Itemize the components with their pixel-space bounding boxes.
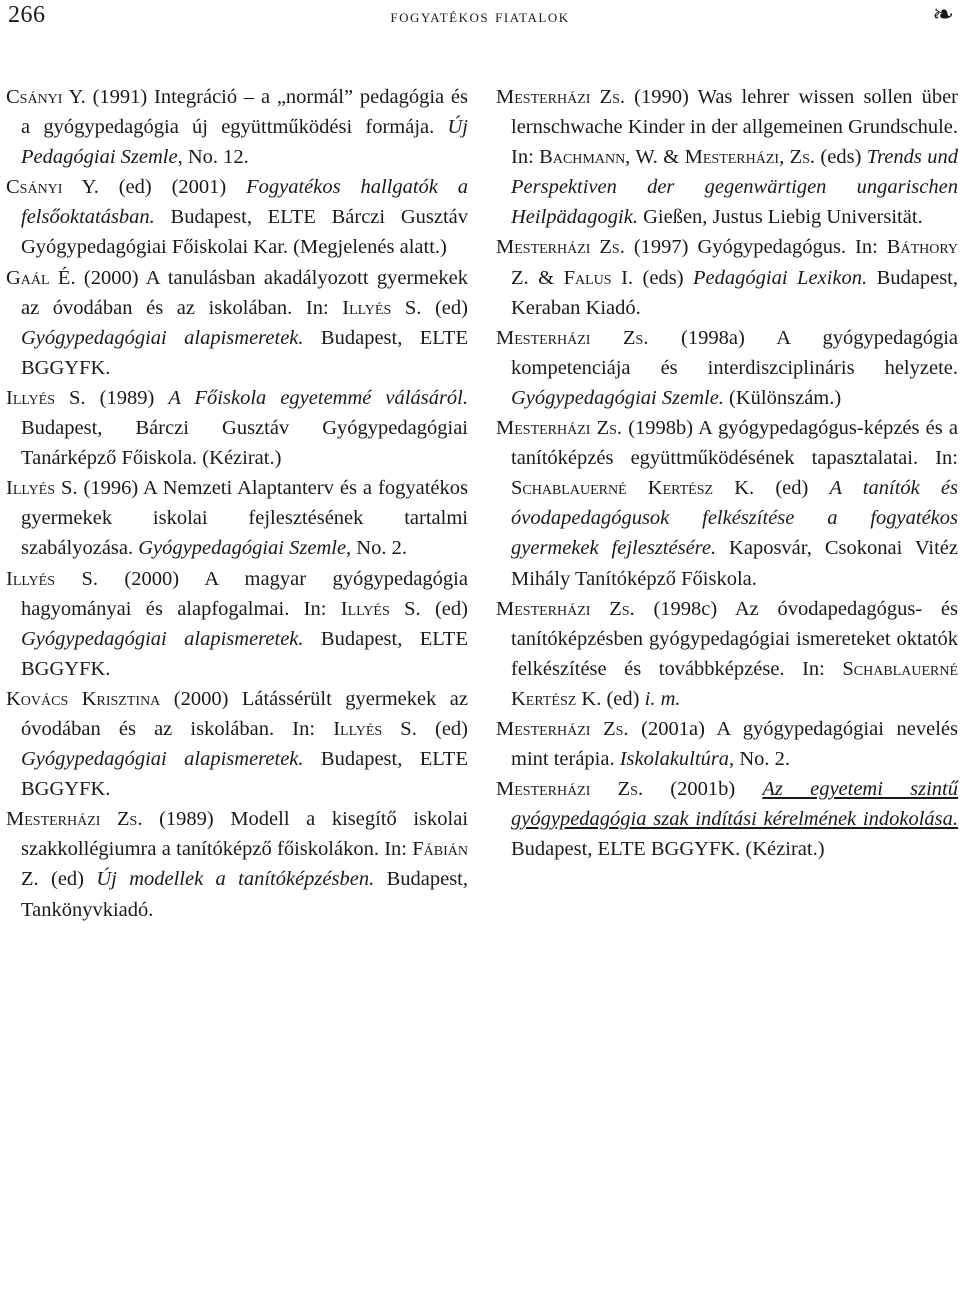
- reference-title: A Főiskola egyetemmé válásáról.: [168, 386, 468, 409]
- reference-entry: [496, 774, 958, 864]
- reference-text: (2001a) A gyógypedagógiai nevelés mint terápia.: [511, 717, 959, 771]
- reference-author: Csányi Y.: [6, 86, 86, 108]
- reference-text: (Különszám.): [723, 386, 842, 409]
- running-head: [0, 0, 960, 40]
- reference-author: Mesterházi Zs.: [496, 417, 623, 440]
- reference-text: (1991) Integráció – a „normál” pedagógia és a gyógypedagógia új együttműködési formája.: [21, 86, 468, 139]
- reference-text: Kaposvár, Csokonai Vitéz Mihály Tanítóképző Főiskola.: [511, 537, 958, 590]
- reference-title: Az egyetemi szintű gyógypedagógia szak indítási kérelmének indokolása.: [511, 778, 958, 831]
- reference-text: (1998b) A gyógypedagógus-képzés és a tanítóképzés együttműködésének tapasztalatai. In:: [511, 417, 959, 470]
- reference-title: Gyógypedagógiai Szemle.: [511, 386, 724, 409]
- reference-entry: [6, 684, 468, 804]
- reference-author: Illyés S.: [340, 597, 421, 620]
- reference-text: (ed) (2001): [98, 176, 247, 199]
- reference-text: (eds): [815, 146, 867, 169]
- reference-entry: [6, 473, 468, 563]
- reference-text: (1990) Was lehrer wissen sollen über lernschwache Kinder in der allgemeinen Grundschule. In:: [511, 86, 959, 169]
- reference-text: (ed): [416, 717, 468, 740]
- reference-entry: [6, 564, 468, 684]
- reference-text: (1989) Modell a kisegítő iskolai szakkollégiumra a tanítóképző főiskolákon. In:: [21, 808, 469, 861]
- right-column: [496, 82, 958, 864]
- reference-title: Fogyatékos hallgatók a felsőoktatásban.: [21, 176, 468, 229]
- reference-text: Budapest, ELTE BGGYFK.: [21, 326, 468, 379]
- reference-title: Trends und Perspektiven der gegenwärtigen ungarischen Heilpädagogik.: [511, 146, 958, 229]
- reference-author: Schablauerné Kertész K.: [511, 657, 958, 710]
- reference-author: Bachmann, W. & Mesterházi, Zs.: [539, 146, 816, 169]
- reference-author: Illyés S.: [6, 567, 98, 590]
- reference-title: Iskolakultúra,: [619, 748, 735, 771]
- reference-entry: [496, 413, 958, 594]
- reference-entry: [6, 383, 468, 473]
- reference-author: Báthory Z. & Falus I.: [511, 236, 959, 289]
- reference-text: No. 2.: [351, 537, 407, 560]
- reference-author: Illyés S.: [6, 386, 86, 409]
- reference-author: Mesterházi Zs.: [496, 86, 626, 108]
- reference-text: (2000) Látássérült gyermekek az óvodában és az iskolában. In:: [21, 687, 468, 740]
- reference-title: Gyógypedagógiai alapismeretek.: [21, 627, 304, 650]
- reference-title: Gyógypedagógiai alapismeretek.: [21, 748, 304, 771]
- reference-text: (2000) A tanulásban akadályozott gyermekek az óvodában és az iskolában. In:: [21, 266, 468, 319]
- reference-text: No. 2.: [734, 748, 790, 771]
- reference-text: (ed): [754, 477, 830, 500]
- reference-title: Új Pedagógiai Szemle,: [21, 116, 468, 169]
- page-number: 266: [8, 2, 46, 28]
- reference-entry: [496, 714, 958, 774]
- reference-title: Gyógypedagógiai Szemle,: [138, 537, 352, 560]
- reference-text: (1989): [85, 386, 169, 409]
- reference-text: (1998a) A gyógypedagógia kompetenciája és interdiszciplináris helyzete.: [511, 326, 959, 379]
- reference-text: (ed): [38, 868, 97, 891]
- reference-author: Illyés S.: [333, 717, 417, 740]
- reference-text: Budapest, Bárczi Gusztáv Gyógypedagógiai Tanárképző Főiskola. (Kézirat.): [21, 417, 468, 470]
- reference-text: (ed): [421, 296, 468, 319]
- reference-title: Új modellek a tanítóképzésben.: [96, 868, 375, 891]
- reference-author: Mesterházi Zs.: [496, 717, 629, 740]
- reference-text: (2000) A magyar gyógypedagógia hagyományai és alapfogalmai. In:: [21, 567, 468, 620]
- reference-author: Illyés S.: [6, 477, 78, 500]
- reference-author: Mesterházi Zs.: [496, 326, 649, 349]
- reference-text: Budapest, ELTE BGGYFK.: [21, 748, 468, 801]
- reference-text: Budapest, Keraban Kiadó.: [511, 266, 959, 319]
- reference-text: (ed): [601, 687, 645, 710]
- reference-text: Budapest, Tankönyvkiadó.: [21, 868, 468, 921]
- reference-author: Kovács Krisztina: [6, 687, 161, 710]
- running-title: fogyatékos fiatalok: [390, 6, 570, 26]
- reference-author: Mesterházi Zs.: [496, 778, 644, 801]
- reference-entry: [496, 323, 958, 413]
- reference-entry: [6, 82, 468, 172]
- reference-text: (2001b): [643, 778, 763, 801]
- reference-author: Csányi Y.: [6, 176, 99, 199]
- fleuron-ornament-icon: ❧: [932, 0, 954, 29]
- reference-entry: [496, 232, 958, 322]
- reference-title: Gyógypedagógiai alapismeretek.: [21, 326, 304, 349]
- reference-author: Mesterházi Zs.: [496, 236, 625, 259]
- reference-text: (1997) Gyógypedagógus. In:: [624, 236, 887, 259]
- reference-author: Schablauerné Kertész K.: [511, 477, 755, 500]
- reference-text: (eds): [633, 266, 694, 289]
- reference-text: Budapest, ELTE Bárczi Gusztáv Gyógypedagógiai Főiskolai Kar. (Megjelenés alatt.): [21, 206, 468, 259]
- reference-author: Fábián Z.: [21, 838, 468, 891]
- reference-text: Budapest, ELTE BGGYFK.: [21, 627, 468, 680]
- reference-text: (1996) A Nemzeti Alaptanterv és a fogyatékos gyermekek iskolai fejlesztésének tartalmi szabályozása.: [21, 477, 468, 560]
- reference-entry: [496, 82, 958, 232]
- reference-text: (ed): [420, 597, 468, 620]
- reference-text: Budapest, ELTE BGGYFK. (Kézirat.): [511, 838, 825, 861]
- reference-text: Gießen, Justus Liebig Universität.: [637, 206, 923, 229]
- reference-author: Mesterházi Zs.: [6, 808, 143, 831]
- reference-author: Illyés S.: [342, 296, 422, 319]
- reference-text: (1998c) Az óvodapedagógus- és tanítóképzésben gyógypedagógiai ismereteket oktatók felkészítése és továbbképzése. In:: [511, 597, 959, 680]
- reference-author: Mesterházi Zs.: [496, 597, 635, 620]
- reference-title: i. m.: [644, 687, 681, 710]
- reference-title: A tanítók és óvodapedagógusok felkészítése a fogyatékos gyermekek fejlesztésére.: [511, 477, 958, 560]
- reference-entry: [6, 804, 468, 924]
- reference-entry: [6, 172, 468, 262]
- left-column: [6, 82, 468, 925]
- reference-entry: [496, 594, 958, 714]
- reference-text: No. 12.: [182, 146, 249, 169]
- reference-author: Gaál É.: [6, 266, 76, 289]
- reference-entry: [6, 263, 468, 383]
- reference-title: Pedagógiai Lexikon.: [693, 266, 868, 289]
